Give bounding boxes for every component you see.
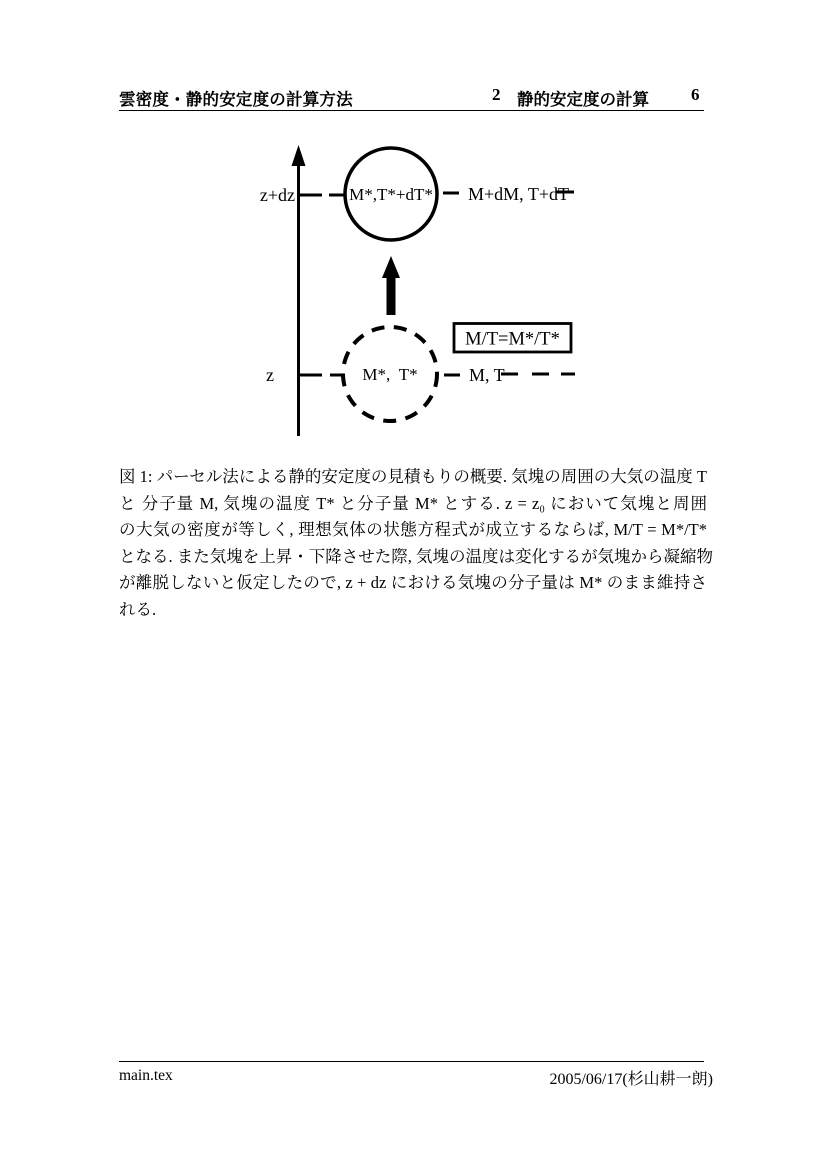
- caption-line: が離脱しないと仮定したので, z + dz における気塊の分子量は M* のまま維持さ: [119, 573, 707, 592]
- header-section-number: 2: [492, 85, 501, 104]
- parcel-bottom-label: M*, T*: [362, 365, 418, 384]
- parcel-top-label: M*,T*+dT*: [349, 185, 433, 204]
- header-document-title: 雲密度・静的安定度の計算方法: [119, 91, 353, 109]
- footer-filename: main.tex: [119, 1067, 173, 1084]
- caption-line: れる.: [119, 599, 157, 619]
- z-plus-dz-label: z+dz: [259, 185, 295, 205]
- z-axis-arrowhead-icon: [292, 145, 306, 166]
- caption-line: の大気の密度が等しく, 理想気体の状態方程式が成立するならば, M/T = M*/T*: [119, 520, 707, 539]
- footer-date-author: 2005/06/17(杉山耕一朗): [549, 1071, 713, 1088]
- figure-caption: [119, 464, 713, 623]
- caption-line: となる. また気塊を上昇・下降させた際, 気塊の温度は変化するが気塊から凝縮物: [119, 546, 713, 566]
- environment-bottom-label: M, T: [469, 365, 505, 385]
- environment-top-label: M+dM, T+dT: [468, 184, 569, 204]
- ascent-arrow-shaft: [387, 276, 396, 315]
- footer-rule: [119, 1061, 704, 1062]
- figure-diagram: [90, 135, 730, 450]
- header-rule: [119, 110, 704, 111]
- relation-box-label: M/T=M*/T*: [465, 329, 560, 350]
- z-label: z: [266, 365, 274, 385]
- header-page-number: 6: [691, 85, 700, 104]
- ascent-arrow-head-icon: [382, 256, 400, 278]
- caption-line: と 分子量 M, 気塊の温度 T* と分子量 M* とする. z = z₀ において気塊と周囲: [119, 493, 707, 513]
- header-section-title: 静的安定度の計算: [517, 91, 649, 109]
- caption-line: 図 1: パーセル法による静的安定度の見積もりの概要. 気塊の周囲の大気の温度 T: [119, 467, 707, 486]
